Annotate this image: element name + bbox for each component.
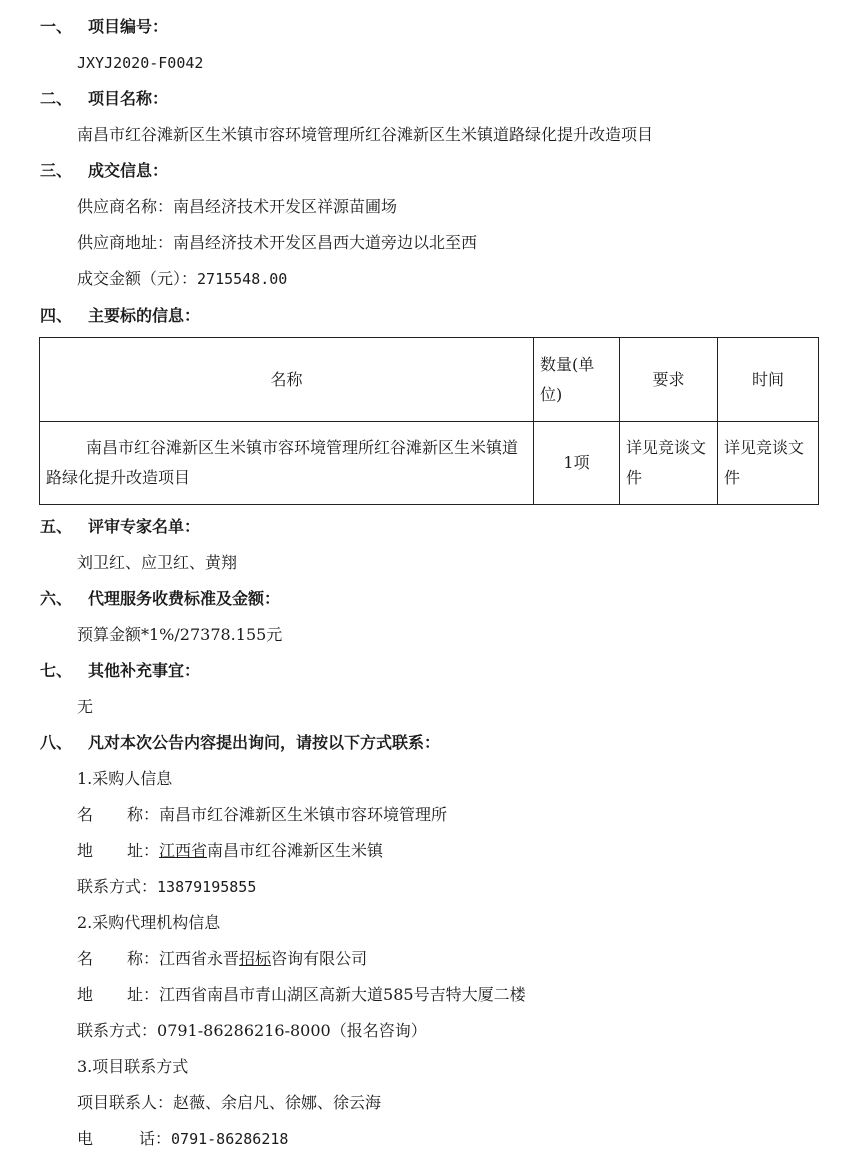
supplier-address-row: 供应商地址：南昌经济技术开发区昌西大道旁边以北至西	[77, 233, 478, 252]
project-contacts-row: 项目联系人：赵薇、余启凡、徐娜、徐云海	[77, 1093, 382, 1112]
section-heading-4: 四、 主要标的信息：	[40, 306, 201, 325]
agency-address: 江西省南昌市青山湖区高新大道585号吉特大厦二楼	[159, 985, 526, 1004]
agency-phone: 0791-86286216-8000（报名咨询）	[157, 1021, 427, 1040]
buyer-info-title: 1.采购人信息	[77, 769, 173, 788]
deal-amount: 2715548.00	[197, 270, 288, 288]
section-heading-7: 七、 其他补充事宜：	[40, 661, 201, 680]
other-matters: 无	[77, 697, 94, 716]
cell-req: 详见竞谈文件	[620, 422, 718, 505]
project-name: 南昌市红谷滩新区生米镇市容环境管理所红谷滩新区生米镇道路绿化提升改造项目	[77, 125, 654, 144]
agency-address-row: 地 址：江西省南昌市青山湖区高新大道585号吉特大厦二楼	[77, 985, 526, 1004]
table-row	[40, 422, 819, 505]
cell-time: 详见竞谈文件	[718, 422, 819, 505]
cell-qty: 1项	[534, 422, 620, 505]
project-code: JXYJ2020-F0042	[77, 54, 204, 72]
supplier-name: 南昌经济技术开发区祥源苗圃场	[173, 197, 398, 216]
project-tel-row: 电 话：0791-86286218	[77, 1129, 289, 1148]
agency-phone-row: 联系方式：0791-86286216-8000（报名咨询）	[77, 1021, 427, 1040]
cell-name: 南昌市红谷滩新区生米镇市容环境管理所红谷滩新区生米镇道路绿化提升改造项目	[40, 422, 534, 505]
header-qty: 数量(单位)	[534, 338, 620, 422]
supplier-name-row: 供应商名称：南昌经济技术开发区祥源苗圃场	[77, 197, 398, 216]
deal-amount-row: 成交金额（元）：2715548.00	[77, 269, 288, 288]
section-heading-3: 三、 成交信息：	[40, 161, 169, 180]
buyer-address: 南昌市红谷滩新区生米镇	[207, 841, 384, 860]
header-name: 名称	[40, 338, 534, 422]
agency-name-row: 名 称：江西省永晋招标咨询有限公司	[77, 949, 368, 968]
section-heading-1: 一、 项目编号：	[40, 17, 169, 36]
subject-table	[39, 337, 819, 505]
section-heading-2: 二、 项目名称：	[40, 89, 169, 108]
agency-fee: 预算金额*1%/27378.155元	[77, 625, 283, 644]
buyer-address-row: 地 址：江西省南昌市红谷滩新区生米镇	[77, 841, 384, 860]
section-heading-6: 六、 代理服务收费标准及金额：	[40, 589, 281, 608]
buyer-phone-row: 联系方式：13879195855	[77, 877, 257, 896]
expert-list: 刘卫红、应卫红、黄翔	[77, 553, 238, 572]
section-heading-8: 八、 凡对本次公告内容提出询问，请按以下方式联系：	[40, 733, 441, 752]
header-req: 要求	[620, 338, 718, 422]
header-time: 时间	[718, 338, 819, 422]
project-tel: 0791-86286218	[171, 1130, 289, 1148]
project-contacts: 赵薇、余启凡、徐娜、徐云海	[173, 1093, 382, 1112]
section-heading-5: 五、 评审专家名单：	[40, 517, 201, 536]
buyer-phone: 13879195855	[157, 878, 257, 896]
supplier-address: 南昌经济技术开发区昌西大道旁边以北至西	[173, 233, 478, 252]
buyer-name-row: 名 称：南昌市红谷滩新区生米镇市容环境管理所	[77, 805, 448, 824]
buyer-address-province: 江西省	[159, 841, 208, 860]
table-header-row	[40, 338, 819, 422]
buyer-name: 南昌市红谷滩新区生米镇市容环境管理所	[159, 805, 448, 824]
agency-info-title: 2.采购代理机构信息	[77, 913, 221, 932]
project-contact-title: 3.项目联系方式	[77, 1057, 189, 1076]
